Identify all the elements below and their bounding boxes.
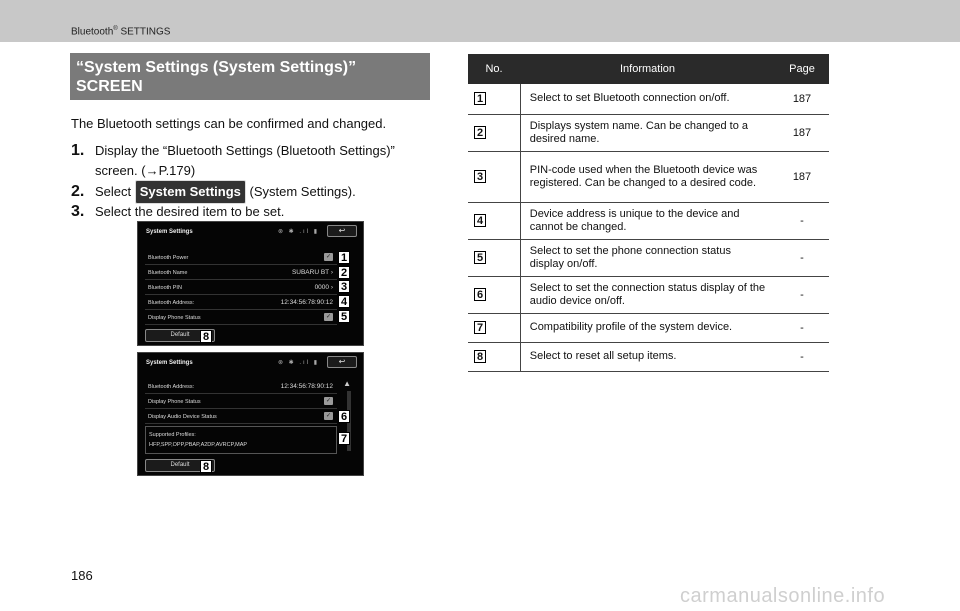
callout-8: 8 xyxy=(200,330,212,343)
table-row xyxy=(468,114,829,151)
information-table xyxy=(468,54,829,372)
default-button[interactable]: Default xyxy=(145,459,215,472)
system-settings-screen-2 xyxy=(137,352,364,476)
table-header-row xyxy=(468,54,829,84)
page-number: 186 xyxy=(71,568,93,583)
display-phone-status-row[interactable]: Display Phone Status ✓ xyxy=(145,394,337,409)
item-page: 187 xyxy=(775,114,829,151)
supported-profiles-box xyxy=(145,426,337,454)
profiles-value: HFP,SPP,OPP,PBAP,A2DP,AVRCP,MAP xyxy=(149,442,248,448)
callout-8: 8 xyxy=(200,460,212,473)
running-header: Bluetooth® SETTINGS xyxy=(71,26,171,38)
callout-2: 2 xyxy=(338,266,350,279)
step-text: Display the “Bluetooth Settings (Bluetooth Settings)” xyxy=(95,143,395,158)
back-icon[interactable]: ↩ xyxy=(327,356,357,368)
bluetooth-pin-row[interactable]: Bluetooth PIN 0000 › xyxy=(145,280,337,295)
checkbox-icon[interactable]: ✓ xyxy=(325,413,332,419)
table-row xyxy=(468,84,829,114)
item-info: Displays system name. Can be changed to a desired name. xyxy=(529,119,749,145)
item-info: Select to set the phone connection status display on/off. xyxy=(529,244,731,270)
item-number: 4 xyxy=(474,214,486,227)
step-1 xyxy=(71,141,431,181)
profiles-label: Supported Profiles: xyxy=(149,432,196,438)
callout-4: 4 xyxy=(338,295,350,308)
step-3 xyxy=(71,202,431,222)
item-page: - xyxy=(775,202,829,239)
default-button[interactable]: Default xyxy=(145,329,215,342)
section-title-line2: SCREEN xyxy=(76,78,143,95)
system-settings-screen-1 xyxy=(137,221,364,346)
item-number: 7 xyxy=(474,321,486,334)
table-row xyxy=(468,342,829,371)
step-2: 2. Select System Settings (System Settings). xyxy=(71,180,431,204)
screen-title: System Settings xyxy=(146,229,193,235)
step-text: Select the desired item to be set. xyxy=(95,204,285,219)
table-row xyxy=(468,276,829,313)
item-info: Select to reset all setup items. xyxy=(529,350,677,362)
item-page: - xyxy=(775,342,829,371)
header-no: No. xyxy=(468,54,520,84)
callout-3: 3 xyxy=(338,280,350,293)
screen-title: System Settings xyxy=(146,360,193,366)
header-page: Page xyxy=(775,54,829,84)
item-info: Select to set the connection status display of the audio device on/off. xyxy=(529,281,766,307)
item-page: 187 xyxy=(775,84,829,114)
header-information: Information xyxy=(520,54,775,84)
callout-1: 1 xyxy=(338,251,350,264)
registered-mark: ® xyxy=(113,26,118,32)
item-number: 6 xyxy=(474,288,486,301)
item-page: - xyxy=(775,276,829,313)
step-number: 3. xyxy=(71,203,85,220)
item-number: 8 xyxy=(474,350,486,363)
section-title xyxy=(70,53,430,100)
system-settings-button-ref: System Settings xyxy=(135,180,246,204)
item-info: Compatibility profile of the system device. xyxy=(529,321,733,333)
display-phone-status-row[interactable]: Display Phone Status ✓ xyxy=(145,310,337,325)
table-row xyxy=(468,151,829,202)
callout-7: 7 xyxy=(338,432,350,445)
checkbox-icon[interactable]: ✓ xyxy=(325,254,332,260)
item-info: Device address is unique to the device and cannot be changed. xyxy=(529,207,740,233)
intro-text: The Bluetooth settings can be confirmed and changed. xyxy=(71,116,387,131)
status-icons: ⊗ ✱ .ıl ▮ xyxy=(277,229,319,235)
checkbox-icon[interactable]: ✓ xyxy=(325,314,332,320)
step-number: 2. xyxy=(71,183,85,200)
section-title-line1: “System Settings (System Settings)” xyxy=(76,59,357,76)
bluetooth-name-row[interactable]: Bluetooth Name SUBARU BT › xyxy=(145,265,337,280)
item-number: 5 xyxy=(474,251,486,264)
display-audio-device-status-row[interactable]: Display Audio Device Status ✓ xyxy=(145,409,337,424)
item-page: 187 xyxy=(775,151,829,202)
watermark: carmanualsonline.info xyxy=(680,585,886,607)
table-row xyxy=(468,313,829,342)
item-number: 3 xyxy=(474,170,486,183)
item-number: 2 xyxy=(474,126,486,139)
table-row xyxy=(468,202,829,239)
item-page: - xyxy=(775,313,829,342)
bluetooth-address-row: Bluetooth Address: 12:34:56:78:90:12 xyxy=(145,295,337,310)
item-page: - xyxy=(775,239,829,276)
step-number: 1. xyxy=(71,142,85,159)
item-info: PIN-code used when the Bluetooth device was registered. Can be changed to a desired code. xyxy=(529,163,758,189)
bluetooth-power-row[interactable]: Bluetooth Power ✓ xyxy=(145,250,337,265)
scroll-up-icon[interactable]: ▲ xyxy=(343,379,351,388)
checkbox-icon[interactable]: ✓ xyxy=(325,398,332,404)
callout-5: 5 xyxy=(338,310,350,323)
bluetooth-address-row: Bluetooth Address: 12:34:56:78:90:12 xyxy=(145,379,337,394)
step-text-continued: screen. (→P.179) xyxy=(95,163,196,178)
item-info: Select to set Bluetooth connection on/off. xyxy=(529,92,730,105)
callout-6: 6 xyxy=(338,410,350,423)
status-icons: ⊗ ✱ .ıl ▮ xyxy=(277,360,319,366)
back-icon[interactable]: ↩ xyxy=(327,225,357,237)
item-number: 1 xyxy=(474,92,486,105)
table-row xyxy=(468,239,829,276)
